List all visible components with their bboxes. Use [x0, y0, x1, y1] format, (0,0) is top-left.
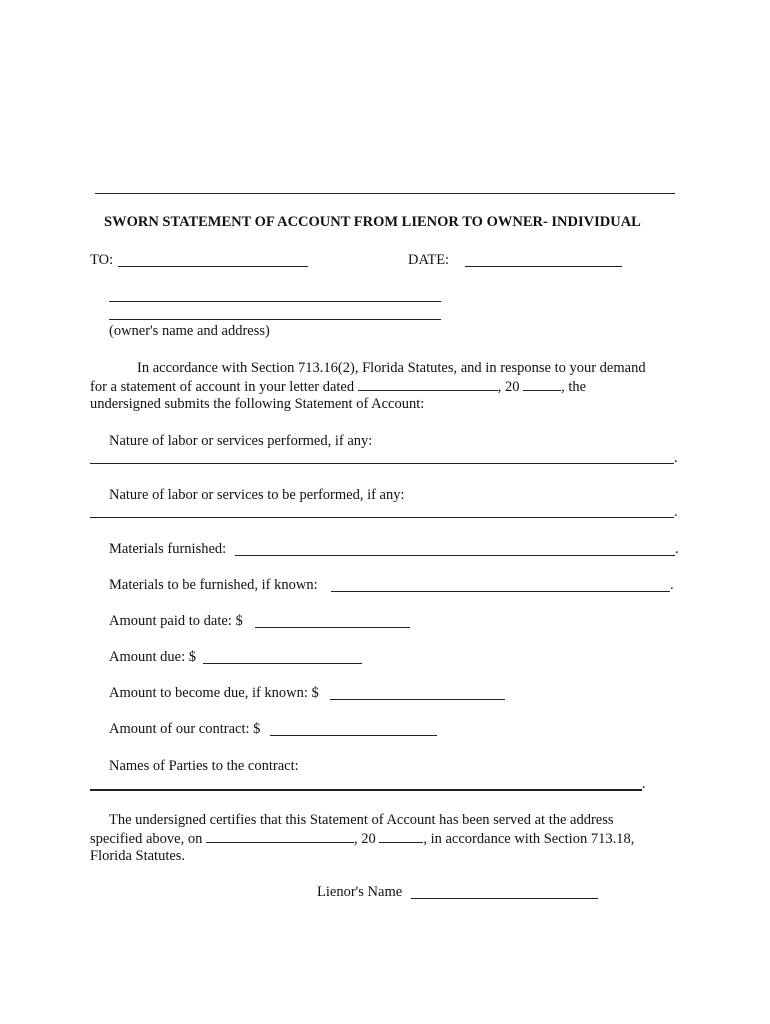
names-parties-period: .	[642, 776, 646, 792]
owner-name-field[interactable]	[109, 301, 441, 302]
amount-paid-field[interactable]	[255, 627, 410, 628]
lienor-name-field[interactable]	[411, 898, 598, 899]
names-parties-label: Names of Parties to the contract:	[109, 758, 299, 774]
labor-to-perform-period: .	[674, 504, 678, 520]
amount-due-label: Amount due: $	[109, 649, 196, 665]
cert-line-2a: specified above, on	[90, 831, 203, 847]
intro-line-1: In accordance with Section 713.16(2), Florida Statutes, and in response to your demand	[137, 360, 646, 376]
intro-line-3: undersigned submits the following Statement of Account:	[90, 396, 425, 412]
owner-address-field[interactable]	[109, 319, 441, 320]
letter-date-field[interactable]	[358, 378, 498, 391]
labor-to-perform-label: Nature of labor or services to be performed, if any:	[109, 487, 405, 503]
cert-line-1: The undersigned certifies that this Statement of Account has been served at the address	[109, 812, 614, 828]
materials-furnished-label: Materials furnished:	[109, 541, 227, 557]
intro-line-2c: , the	[561, 379, 587, 395]
served-date-field[interactable]	[206, 830, 354, 843]
amount-contract-label: Amount of our contract: $	[109, 721, 261, 737]
amount-to-become-due-label: Amount to become due, if known: $	[109, 685, 319, 701]
to-field[interactable]	[118, 266, 308, 267]
cert-line-3: Florida Statutes.	[90, 848, 186, 864]
materials-furnished-field[interactable]	[235, 555, 675, 556]
labor-performed-period: .	[674, 450, 678, 466]
labor-performed-field[interactable]	[90, 463, 674, 464]
document-title: SWORN STATEMENT OF ACCOUNT FROM LIENOR TO OWNER- INDIVIDUAL	[104, 214, 641, 230]
owner-caption: (owner's name and address)	[109, 323, 270, 339]
cert-line-2c: , in accordance with Section 713.18,	[423, 831, 635, 847]
date-label: DATE:	[408, 252, 450, 268]
materials-to-furnish-label: Materials to be furnished, if known:	[109, 577, 318, 593]
served-year-field[interactable]	[379, 830, 423, 843]
intro-line-2	[90, 378, 586, 396]
materials-to-furnish-field[interactable]	[331, 591, 670, 592]
to-label: TO:	[90, 252, 114, 268]
intro-line-2b: , 20	[497, 379, 520, 395]
amount-due-field[interactable]	[203, 663, 362, 664]
letter-year-field[interactable]	[523, 378, 561, 391]
intro-line-2a: for a statement of account in your letter dated	[90, 379, 355, 395]
amount-paid-label: Amount paid to date: $	[109, 613, 243, 629]
lienor-name-label: Lienor's Name	[317, 884, 403, 900]
materials-furnished-period: .	[675, 541, 679, 557]
amount-contract-field[interactable]	[270, 735, 437, 736]
labor-to-perform-field[interactable]	[90, 517, 674, 518]
cert-line-2	[90, 830, 634, 848]
amount-to-become-due-field[interactable]	[330, 699, 505, 700]
header-rule	[95, 193, 675, 194]
date-field[interactable]	[465, 266, 622, 267]
names-parties-field[interactable]	[90, 789, 642, 791]
materials-to-furnish-period: .	[670, 577, 674, 593]
labor-performed-label: Nature of labor or services performed, if any:	[109, 433, 373, 449]
cert-line-2b: , 20	[353, 831, 376, 847]
